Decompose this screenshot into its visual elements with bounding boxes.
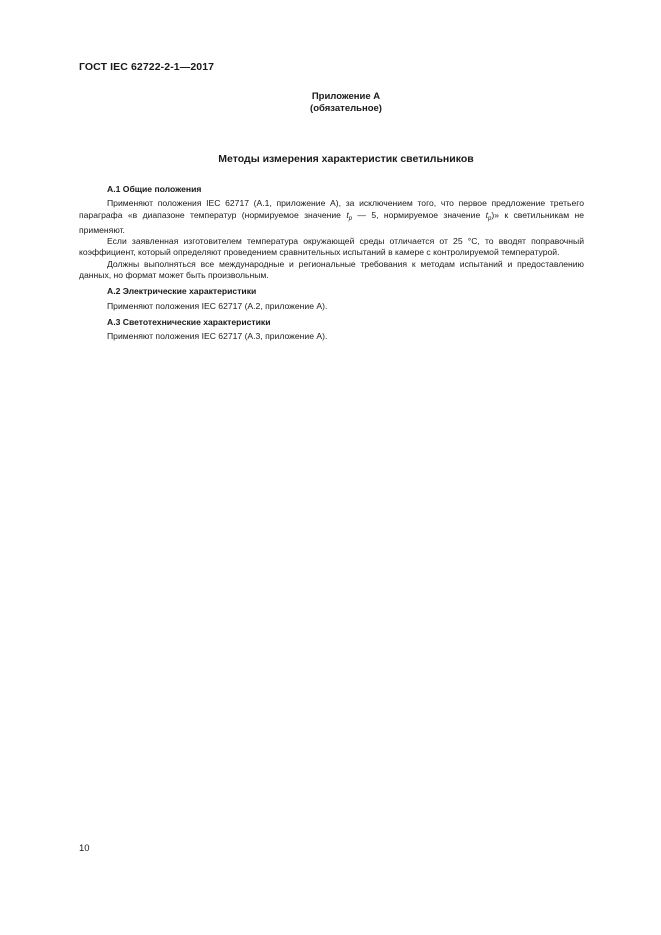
temperature-subscript-2: p <box>487 215 492 222</box>
temperature-variable-2: t <box>485 209 488 220</box>
appendix-content <box>79 184 584 343</box>
document-header-standard-code: ГОСТ IEC 62722-2-1—2017 <box>79 61 215 73</box>
section-a1-heading: А.1 Общие положения <box>107 184 202 194</box>
temperature-subscript-1: p <box>348 215 353 222</box>
temperature-variable-1: t <box>346 209 349 220</box>
appendix-status: (обязательное) <box>310 103 382 114</box>
appendix-label: Приложение А <box>311 91 381 102</box>
section-a1-paragraph-3: Должны выполняться все международные и региональные требования к методам испытаний и предоставлению данных, но формат может быть произвольным. <box>79 258 584 281</box>
appendix-title: Методы измерения характеристик светильников <box>218 153 474 165</box>
page-number: 10 <box>79 843 90 854</box>
section-a3-heading: А.3 Светотехнические характеристики <box>107 316 271 327</box>
section-a1-paragraph-1 <box>79 198 584 236</box>
section-a1-p1-text-end: )» к светильникам не применяют. <box>79 209 584 235</box>
section-a2-heading: А.2 Электрические характеристики <box>107 286 257 297</box>
section-a2-paragraph-1: Применяют положения IEC 62717 (А.2, приложение А). <box>107 300 328 311</box>
appendix-label-block <box>0 91 661 115</box>
section-a3-paragraph-1: Применяют положения IEC 62717 (А.3, приложение А). <box>107 331 328 342</box>
section-a1-paragraph-2: Если заявленная изготовителем температура окружающей среды отличается от 25 °С, то вводят поправочный коэффициент, который определяют проведением сравнительных испытаний в камере с контролируемой температурой. <box>79 236 584 258</box>
section-a1-p1-text-start: Применяют положения IEC 62717 (А.1, приложение А), за исключением того, что первое предложение третьего параграфа «в диапазоне температур (нормируемое значение <box>79 198 584 220</box>
section-a1-p1-text-middle: — 5, нормируемое значение <box>352 209 486 220</box>
